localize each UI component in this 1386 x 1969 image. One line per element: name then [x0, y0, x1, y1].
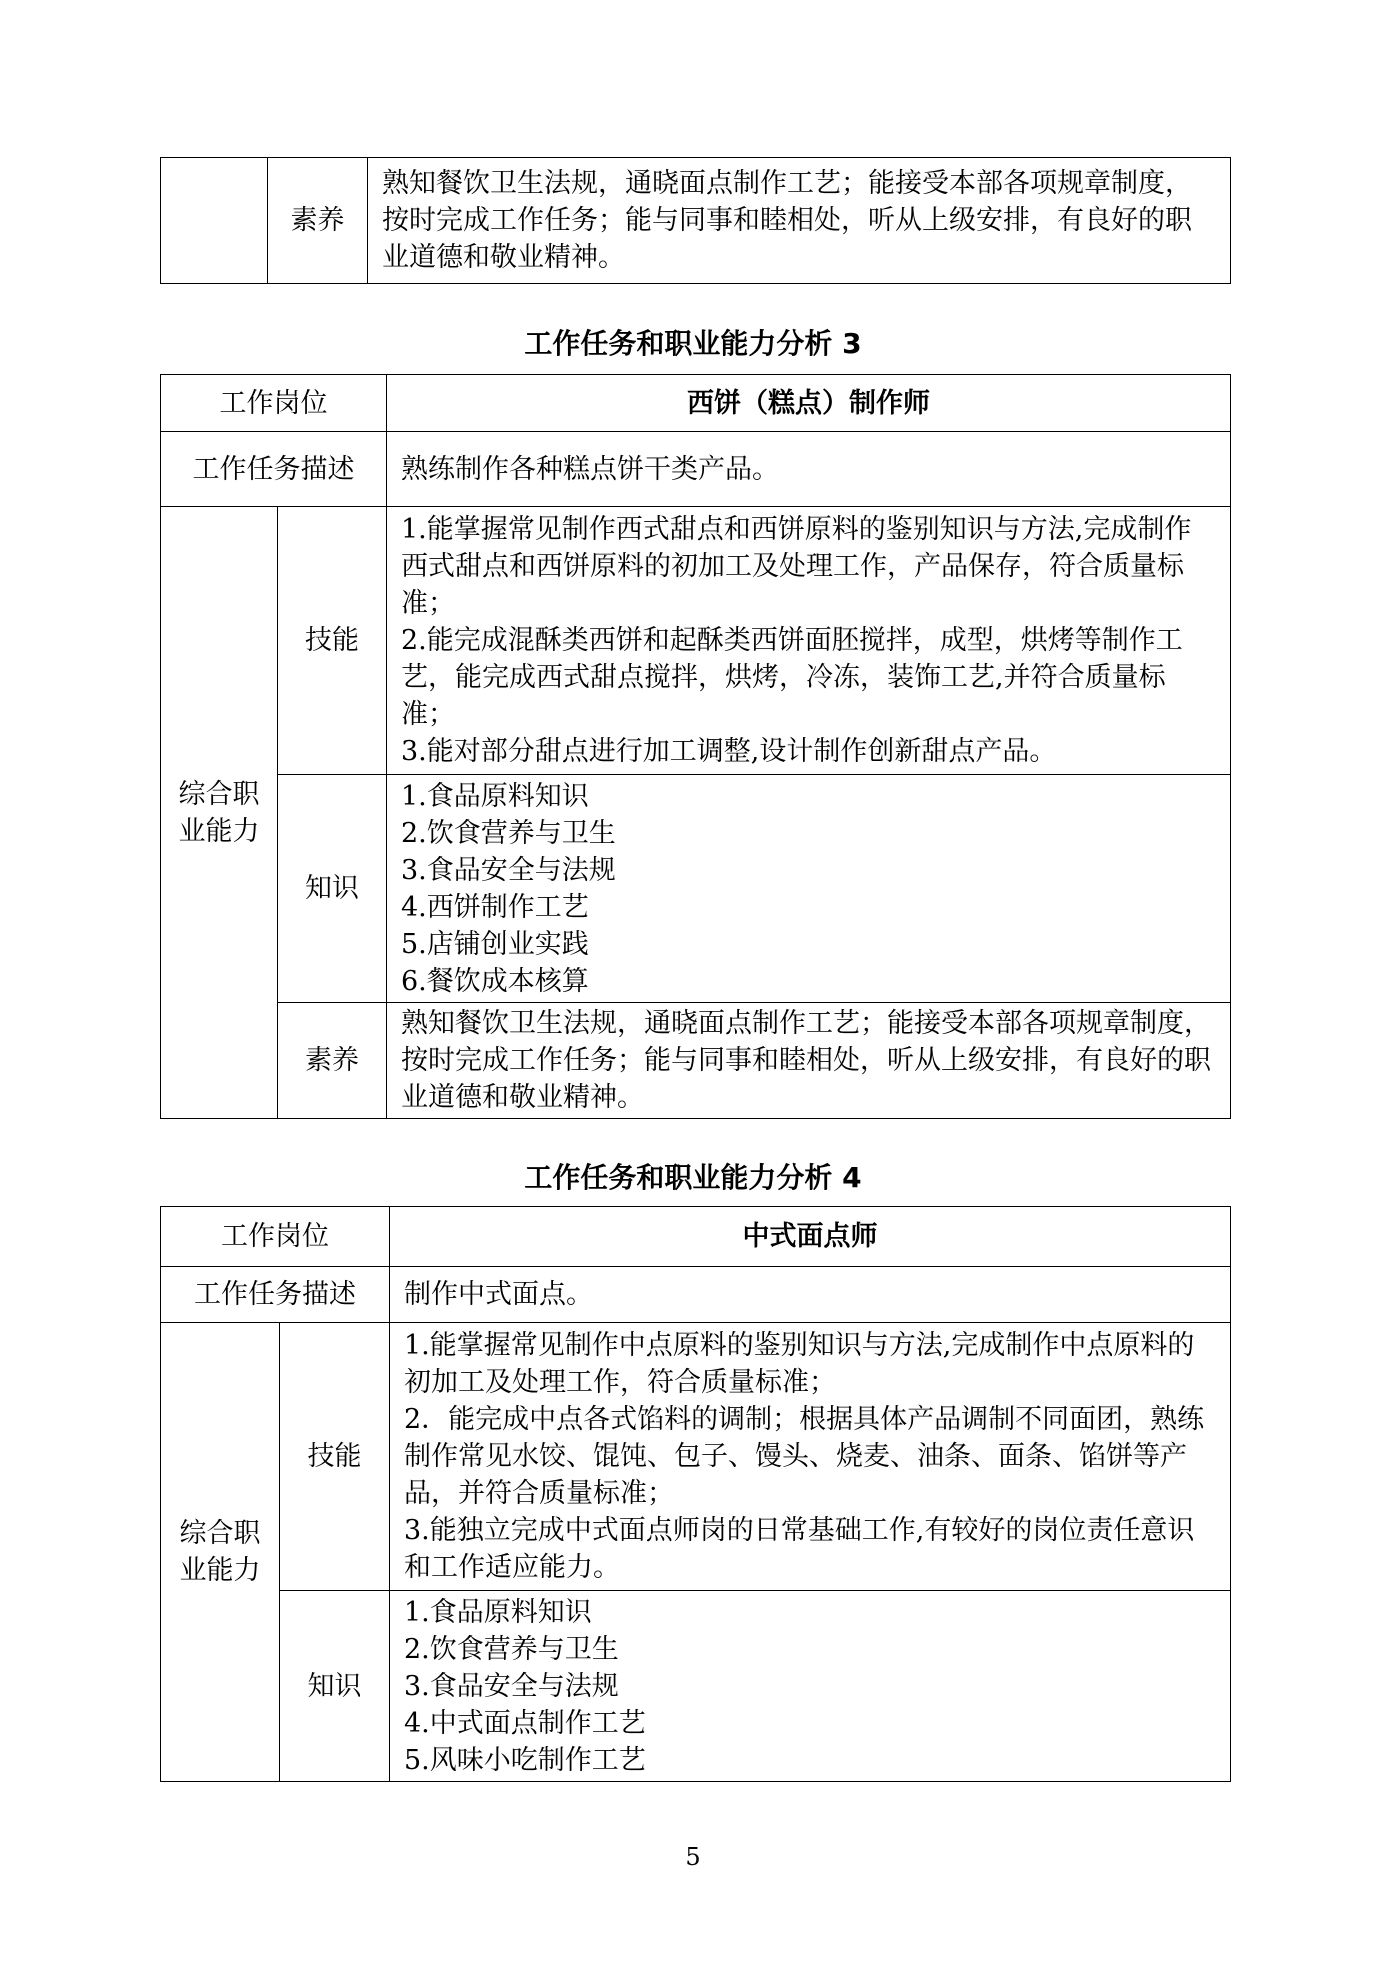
skills-label: 技能: [278, 507, 387, 775]
knowledge-item: 3.食品安全与法规: [404, 1670, 619, 1702]
desc-label: 工作任务描述: [161, 1267, 390, 1323]
knowledge-item: 1.食品原料知识: [401, 780, 589, 812]
skill-item: 3.能独立完成中式面点师岗的日常基础工作,有较好的岗位责任意识和工作适应能力。: [404, 1515, 1195, 1583]
post-value: 中式面点师: [390, 1207, 1231, 1267]
quality-text: 熟知餐饮卫生法规，通晓面点制作工艺；能接受本部各项规章制度，按时完成工作任务；能与同事和睦相处，听从上级安排，有良好的职业道德和敬业精神。: [387, 1003, 1231, 1119]
skill-item: 2．能完成中点各式馅料的调制；根据具体产品调制不同面团，熟练制作常见水饺、馄饨、包子、馒头、烧麦、油条、面条、馅饼等产品，并符合质量标准；: [404, 1404, 1205, 1509]
skills-label: 技能: [280, 1323, 390, 1591]
group-label: 综合职业能力: [161, 507, 278, 1119]
knowledge-item: 6.餐饮成本核算: [401, 965, 589, 997]
page-number: 5: [685, 1843, 701, 1871]
skill-item: 3.能对部分甜点进行加工调整,设计制作创新甜点产品。: [401, 736, 1057, 767]
knowledge-label: 知识: [278, 775, 387, 1003]
post-label: 工作岗位: [161, 375, 387, 432]
quality-label: 素养: [278, 1003, 387, 1119]
quality-label: 素养: [268, 158, 368, 284]
desc-label: 工作任务描述: [161, 432, 387, 507]
post-label: 工作岗位: [161, 1207, 390, 1267]
section3-table: [160, 374, 1231, 1119]
knowledge-item: 2.饮食营养与卫生: [404, 1633, 619, 1665]
knowledge-item: 4.中式面点制作工艺: [404, 1707, 646, 1739]
group-label: 综合职业能力: [161, 1323, 280, 1782]
empty-group-cell: [161, 158, 268, 284]
knowledge-item: 5.店铺创业实践: [401, 928, 589, 960]
section4-table: [160, 1206, 1231, 1782]
knowledge-item: 1.食品原料知识: [404, 1596, 592, 1628]
skills-cell: [390, 1323, 1231, 1591]
desc-value: 制作中式面点。: [390, 1267, 1231, 1323]
knowledge-cell: [390, 1591, 1231, 1782]
knowledge-label: 知识: [280, 1591, 390, 1782]
section3-heading: 工作任务和职业能力分析 3: [524, 327, 862, 360]
skill-item: 1.能掌握常见制作中点原料的鉴别知识与方法,完成制作中点原料的初加工及处理工作，符合质量标准；: [404, 1330, 1195, 1398]
knowledge-item: 4.西饼制作工艺: [401, 891, 589, 923]
knowledge-item: 3.食品安全与法规: [401, 854, 616, 886]
quality-text: 熟知餐饮卫生法规，通晓面点制作工艺；能接受本部各项规章制度，按时完成工作任务；能与同事和睦相处，听从上级安排，有良好的职业道德和敬业精神。: [368, 158, 1231, 284]
skill-item: 1.能掌握常见制作西式甜点和西饼原料的鉴别知识与方法,完成制作西式甜点和西饼原料的初加工及处理工作，产品保存，符合质量标准；: [401, 514, 1192, 619]
skills-cell: [387, 507, 1231, 775]
post-value: 西饼（糕点）制作师: [387, 375, 1231, 432]
knowledge-item: 5.风味小吃制作工艺: [404, 1744, 646, 1776]
section4-heading: 工作任务和职业能力分析 4: [524, 1161, 862, 1194]
continuation-table: [160, 157, 1231, 284]
knowledge-cell: [387, 775, 1231, 1003]
skill-item: 2.能完成混酥类西饼和起酥类西饼面胚搅拌，成型，烘烤等制作工艺，能完成西式甜点搅拌，烘烤，冷冻，装饰工艺,并符合质量标准；: [401, 625, 1183, 730]
knowledge-item: 2.饮食营养与卫生: [401, 817, 616, 849]
desc-value: 熟练制作各种糕点饼干类产品。: [387, 432, 1231, 507]
